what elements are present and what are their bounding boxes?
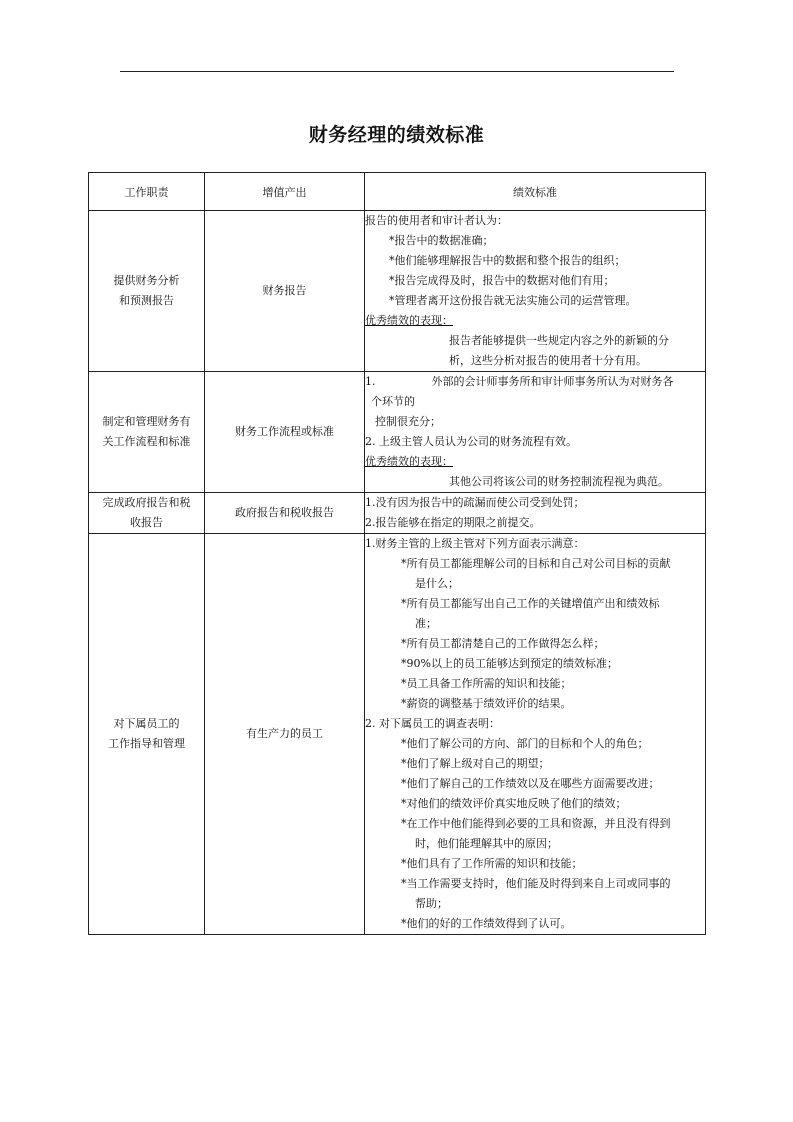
standard-line: *他们了解公司的方向、部门的目标和个人的角色；	[401, 737, 649, 750]
standard-line: 控制很充分；	[375, 415, 441, 428]
standard-cell	[365, 372, 706, 493]
standard-line: *他们能够理解报告中的数据和整个报告的组织；	[389, 254, 626, 267]
header-rule	[120, 71, 674, 72]
header-duty: 工作职责	[89, 173, 205, 211]
duty-line: 提供财务分析	[113, 274, 180, 287]
duty-cell	[89, 372, 205, 493]
standard-line: 1.没有因为报告中的疏漏而使公司受到处罚；	[365, 496, 585, 509]
standard-line: *薪资的调整基于绩效评价的结果。	[401, 697, 572, 710]
duty-line: 完成政府报告和税	[102, 496, 191, 509]
standard-line: 报告者能够提供一些规定内容之外的新颖的分	[449, 334, 669, 347]
standard-line: *对他们的绩效评价真实地反映了他们的绩效；	[401, 797, 627, 810]
duty-cell	[89, 211, 205, 372]
duty-line: 对下属员工的	[113, 717, 180, 730]
duty-line: 收报告	[130, 516, 163, 529]
duty-line: 工作指导和管理	[108, 737, 185, 750]
excellence-heading: 优秀绩效的表现：	[365, 314, 453, 327]
performance-table	[88, 172, 706, 935]
standard-line: *他们了解自己的工作绩效以及在哪些方面需要改进；	[401, 777, 660, 790]
duty-line: 制定和管理财务有	[102, 415, 191, 428]
standard-cell	[365, 534, 706, 935]
table-row	[89, 372, 706, 493]
page-title: 财务经理的绩效标准	[308, 124, 485, 146]
duty-cell	[89, 534, 205, 935]
table-row	[89, 534, 706, 935]
standard-line: *他们具有了工作所需的知识和技能；	[401, 857, 583, 870]
standard-line: *员工具备工作所需的知识和技能；	[401, 677, 572, 690]
list-number: 1.	[365, 375, 376, 388]
duty-cell	[89, 493, 205, 534]
standard-line: *他们了解上级对自己的期望；	[401, 757, 550, 770]
standard-line: *他们的好的工作绩效得到了认可。	[401, 917, 572, 930]
standard-line: 报告的使用者和审计者认为：	[365, 214, 508, 227]
excellence-heading: 优秀绩效的表现：	[365, 455, 453, 468]
standard-line: 2.报告能够在指定的期限之前提交。	[365, 516, 541, 529]
standard-line: *报告完成得及时，报告中的数据对他们有用；	[389, 274, 615, 287]
standard-line: 2. 对下属员工的调查表明：	[365, 717, 500, 730]
standard-line: 析，这些分析对报告的使用者十分有用。	[449, 354, 647, 367]
standard-line: *当工作需要支持时，他们能及时得到来自上司或同事的	[401, 877, 671, 890]
standard-line: *90%以上的员工能够达到预定的绩效标准；	[401, 657, 618, 670]
standard-line: *在工作中他们能得到必要的工具和资源，并且没有得到	[401, 817, 671, 830]
header-output: 增值产出	[205, 173, 365, 211]
standard-line: 外部的会计师事务所和审计师事务所认为对财务各	[431, 375, 674, 388]
standard-line: 帮助；	[415, 897, 448, 910]
header-standard: 绩效标准	[365, 173, 706, 211]
output-cell: 财务工作流程或标准	[205, 372, 365, 493]
output-cell: 政府报告和税收报告	[205, 493, 365, 534]
standard-line: 时，他们能理解其中的原因；	[415, 837, 558, 850]
standard-line: 准；	[415, 617, 437, 630]
standard-line: *管理者离开这份报告就无法实施公司的运营管理。	[389, 294, 637, 307]
standard-line: *所有员工都能理解公司的目标和自己对公司目标的贡献	[401, 557, 671, 570]
table-row	[89, 493, 706, 534]
standard-line: 1.财务主管的上级主管对下列方面表示满意：	[365, 537, 585, 550]
output-cell: 财务报告	[205, 211, 365, 372]
standard-cell	[365, 493, 706, 534]
table-header-row	[89, 173, 706, 211]
output-cell: 有生产力的员工	[205, 534, 365, 935]
standard-line: 2. 上级主管人员认为公司的财务流程有效。	[365, 435, 577, 448]
standard-line: *所有员工都清楚自己的工作做得怎么样；	[401, 637, 605, 650]
duty-line: 和预测报告	[119, 294, 174, 307]
standard-line: 是什么；	[415, 577, 459, 590]
table-row	[89, 211, 706, 372]
standard-line: 其他公司将该公司的财务控制流程视为典范。	[449, 475, 669, 488]
standard-line: *报告中的数据准确；	[389, 234, 494, 247]
standard-line: 个环节的	[371, 395, 415, 408]
standard-line: *所有员工都能写出自己工作的关键增值产出和绩效标	[401, 597, 660, 610]
standard-cell	[365, 211, 706, 372]
duty-line: 关工作流程和标准	[102, 435, 191, 448]
